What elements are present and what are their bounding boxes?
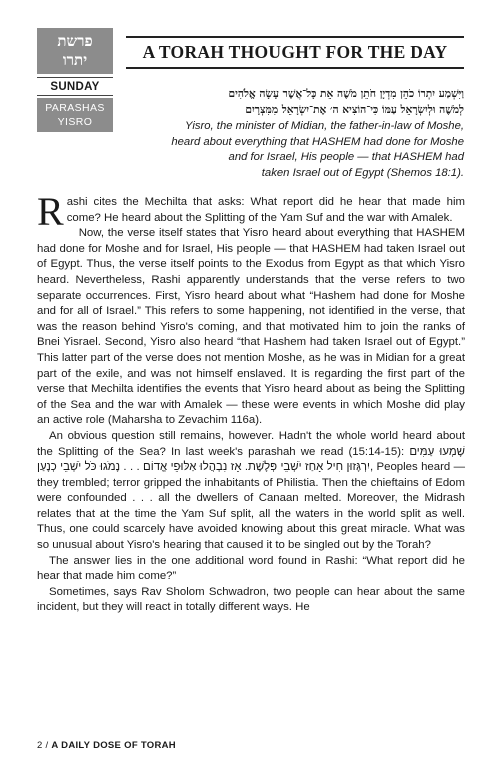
parashas-line2: YISRO: [57, 116, 93, 128]
parsha-hebrew-box: [37, 28, 113, 74]
section-title: A TORAH THOUGHT FOR THE DAY: [142, 42, 448, 62]
hebrew-verse-line1: וַיִּשְׁמַע יִתְרוֹ כֹהֵן מִדְיָן חֹתֵן מֹשֶׁה אֵת כָּל־אֲשֶׁר עָשָׂה אֱלֹהִים: [228, 88, 464, 100]
translation-line1: Yisro, the minister of Midian, the father-in-law of Moshe,: [185, 120, 464, 132]
hebrew-verse: [124, 86, 464, 118]
parashas-line1: PARASHAS: [45, 102, 105, 114]
hebrew-verse-line2: לְמֹשֶׁה וּלְיִשְׂרָאֵל עַמּוֹ כִּי־הוֹצִיא ה׳ אֶת־יִשְׂרָאֵל מִמִּצְרָיִם: [245, 104, 464, 116]
page-number: 2: [37, 740, 43, 751]
day-label: SUNDAY: [37, 77, 113, 96]
paragraph-3: An obvious question still remains, however. Hadn't the whole world heard about the Splitting of the Sea? In last week's parashah we read (15:14-15): שָׁמְעוּ עַמִּים יִרְגָּזוּן חִיל אָחַז יֹשְׁבֵי פְּלָשֶׁת. אָז נִבְהֲלוּ אַלּוּפֵי אֱדוֹם . . . נָמֹגוּ כֹּל יֹשְׁבֵי כְנָעַן, Peoples heard — they trembled; terror gripped the inhabitants of Philistia. Then the chieftains of Edom were confounded . . . all the dwellers of Canaan melted. Moreover, the Midrash relates that at the time the Yam Suf split, all the waters in the world split as well. Thus, one could scarcely have avoided knowing about this great miracle. What was so unusual about Yisro's hearing that caused it to be singled out by the Torah?: [37, 429, 465, 552]
verse-translation: [114, 119, 464, 181]
translation-line2: heard about everything that HASHEM had done for Moshe: [171, 135, 464, 148]
parsha-hebrew-line1: פרשת: [57, 32, 93, 50]
paragraph-4: The answer lies in the one additional word found in Rashi: “What report did he hear that made him come?”: [37, 554, 465, 583]
parsha-hebrew-line2: יתרו: [62, 51, 88, 69]
translation-line3: and for Israel, His people — that HASHEM had: [228, 151, 464, 163]
parashas-box: [37, 98, 113, 132]
translation-line4: taken Israel out of Egypt (Shemos 18:1).: [261, 166, 464, 179]
paragraph-2: Now, the verse itself states that Yisro heard about everything that HASHEM had done for Moshe and for Israel, His people — that HASHEM had taken Israel out of Egypt. Thus, the verse itself points to the Exodus from Egypt as that which Yisro heard. Nevertheless, Rashi apparently understands that the verse refers to two separate occurrences. First, Yisro heard about what “Hashem had done for Moshe and for all of Israel.” This refers to some happening, not identified in the verse, that was the reason behind Yisro's coming, and that motivated him to join the ranks of Bnei Yisrael. Second, Yisro also heard “that Hashem had taken Israel out of Egypt.” This latter part of the verse does not mention Moshe, as he was in Midian for a great part of the exile, and was not himself enslaved. It is regarding the first part of the verse that Mechilta identifies the events that Yisro heard about as being the Splitting of the Sea and the war with Amalek — these were events in which Moshe did play an active role (Maharsha to Zevachim 116a).: [37, 227, 465, 427]
paragraph-1-text: ashi cites the Mechilta that asks: What report did he hear that made him come? He heard about the Splitting of the Yam Suf and the war with Amalek.: [66, 196, 465, 224]
article-body: [37, 189, 465, 616]
drop-cap: R: [37, 189, 64, 234]
footer-separator: /: [42, 740, 52, 751]
sidebar: [37, 28, 113, 132]
paragraph-1: [37, 189, 465, 234]
page-footer: [37, 740, 176, 751]
book-title: A DAILY DOSE OF TORAH: [51, 740, 176, 751]
paragraph-5: Sometimes, says Rav Sholom Schwadron, two people can hear about the same incident, but they will react in totally different ways. He: [37, 585, 465, 614]
section-header: [126, 36, 464, 69]
